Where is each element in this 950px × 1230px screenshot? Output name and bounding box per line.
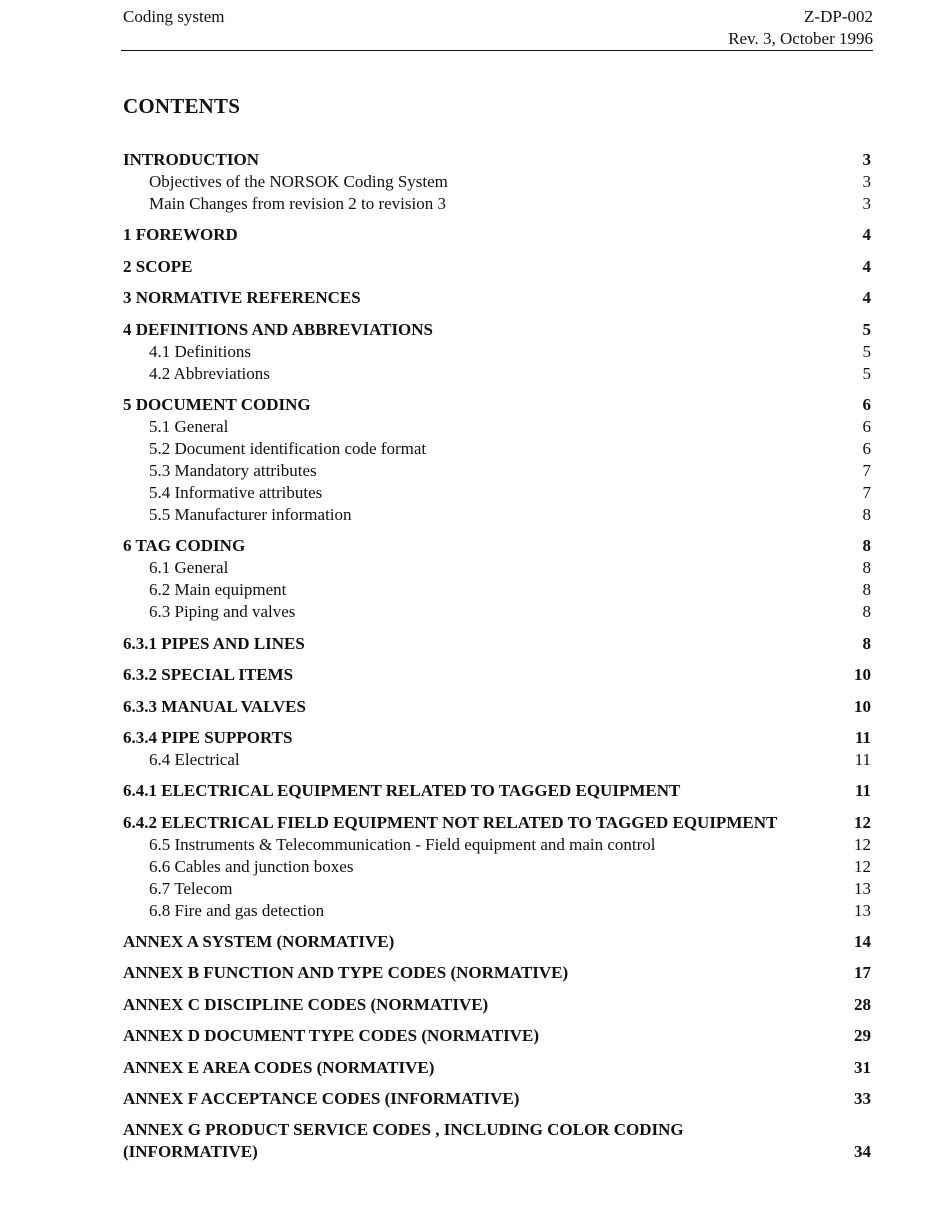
toc-entry[interactable] — [123, 856, 871, 878]
toc-entry-page: 34 — [854, 1142, 871, 1162]
toc-entry-page: 4 — [862, 256, 871, 276]
header-doc-info — [123, 6, 873, 50]
toc-entry-title: ANNEX A SYSTEM (NORMATIVE) — [123, 932, 395, 952]
toc-entry-title: 5.3 Mandatory attributes — [149, 460, 317, 480]
toc-entry-title: 4.2 Abbreviations — [149, 363, 270, 383]
toc-entry-page: 8 — [862, 536, 871, 556]
toc-entry[interactable] — [123, 579, 871, 601]
toc-entry[interactable] — [123, 482, 871, 504]
toc-entry-title: 6.3.4 PIPE SUPPORTS — [123, 727, 293, 747]
toc-entry-title: 6.3.1 PIPES AND LINES — [123, 633, 305, 653]
toc-entry-title: Objectives of the NORSOK Coding System — [149, 172, 448, 191]
toc-entry-page: 12 — [854, 856, 871, 876]
toc-entry-page: 3 — [862, 194, 871, 213]
toc-entry-page: 12 — [854, 812, 871, 832]
toc-entry-page: 10 — [854, 696, 871, 716]
toc-entry-page: 14 — [854, 932, 871, 952]
toc-entry-page: 29 — [854, 1026, 871, 1046]
toc-entry-page: 3 — [862, 172, 871, 191]
toc-entry[interactable] — [123, 224, 871, 246]
toc-entry-page: 17 — [854, 963, 871, 983]
toc-entry[interactable] — [123, 363, 871, 385]
toc-entry-page: 11 — [854, 781, 871, 801]
toc-entry[interactable] — [123, 394, 871, 416]
toc-entry-title: ANNEX G PRODUCT SERVICE CODES , INCLUDING COLOR CODING (INFORMATIVE) — [123, 1120, 684, 1162]
toc-entry-page: 13 — [854, 900, 871, 920]
toc-entry-title: 2 SCOPE — [123, 256, 193, 276]
toc-entry[interactable] — [123, 256, 871, 278]
toc-entry-title: ANNEX C DISCIPLINE CODES (NORMATIVE) — [123, 994, 489, 1014]
toc-entry[interactable] — [123, 535, 871, 557]
toc-entry-title: ANNEX F ACCEPTANCE CODES (INFORMATIVE) — [123, 1089, 520, 1109]
toc-entry-title: 5.1 General — [149, 416, 229, 436]
toc-entry[interactable] — [123, 193, 871, 215]
toc-entry-title: 5 DOCUMENT CODING — [123, 394, 311, 414]
toc-entry-page: 6 — [862, 394, 871, 414]
toc-entry-page: 7 — [862, 482, 871, 502]
toc-entry[interactable] — [123, 1025, 871, 1047]
toc-entry[interactable] — [123, 664, 871, 686]
toc-entry[interactable] — [123, 171, 871, 193]
toc-entry-page: 13 — [854, 878, 871, 898]
toc-entry[interactable] — [123, 149, 871, 171]
toc-entry[interactable] — [123, 749, 871, 771]
toc-entry-title: ANNEX B FUNCTION AND TYPE CODES (NORMATIVE) — [123, 963, 569, 983]
toc-entry-page: 8 — [862, 504, 871, 524]
toc-entry-title: 6.6 Cables and junction boxes — [149, 856, 354, 876]
toc-entry[interactable] — [123, 696, 871, 718]
toc-entry-title: Main Changes from revision 2 to revision 3 — [149, 194, 446, 213]
toc-entry-page: 4 — [862, 288, 871, 308]
toc-entry-title: 4 DEFINITIONS AND ABBREVIATIONS — [123, 319, 434, 339]
table-of-contents — [123, 149, 871, 1163]
toc-entry-title: 1 FOREWORD — [123, 225, 238, 245]
toc-entry-title: 6.3.3 MANUAL VALVES — [123, 696, 306, 716]
toc-entry[interactable] — [123, 601, 871, 623]
toc-entry-page: 11 — [854, 749, 871, 769]
toc-entry-title: ANNEX D DOCUMENT TYPE CODES (NORMATIVE) — [123, 1026, 540, 1046]
toc-entry-page: 31 — [854, 1057, 871, 1077]
toc-entry[interactable] — [123, 878, 871, 900]
toc-entry-page: 12 — [854, 834, 871, 854]
toc-entry-title: ANNEX E AREA CODES (NORMATIVE) — [123, 1057, 435, 1077]
header-revision: Rev. 3, October 1996 — [728, 29, 873, 48]
toc-entry-page: 5 — [862, 319, 871, 339]
toc-entry-title: 6 TAG CODING — [123, 536, 246, 556]
toc-entry-title: 6.1 General — [149, 558, 229, 578]
toc-entry[interactable] — [123, 1119, 871, 1163]
toc-entry-title: 5.5 Manufacturer information — [149, 504, 352, 524]
toc-entry[interactable] — [123, 834, 871, 856]
toc-entry-page: 8 — [862, 602, 871, 622]
header-doc-id: Z-DP-002 — [804, 7, 873, 26]
toc-entry[interactable] — [123, 416, 871, 438]
header-title: Coding system — [123, 7, 225, 26]
toc-entry-page: 5 — [862, 363, 871, 383]
toc-entry-page: 7 — [862, 460, 871, 480]
toc-entry[interactable] — [123, 780, 871, 802]
toc-entry-page: 6 — [862, 438, 871, 458]
toc-entry-title: 6.8 Fire and gas detection — [149, 900, 325, 920]
toc-entry-title: 4.1 Definitions — [149, 341, 251, 361]
toc-entry[interactable] — [123, 438, 871, 460]
toc-entry-page: 8 — [862, 558, 871, 578]
toc-entry-title: 6.7 Telecom — [149, 878, 233, 898]
toc-entry-page: 10 — [854, 665, 871, 685]
toc-entry[interactable] — [123, 931, 871, 953]
toc-entry[interactable] — [123, 557, 871, 579]
toc-entry-page: 3 — [862, 150, 871, 169]
toc-entry-page: 5 — [862, 341, 871, 361]
toc-entry[interactable] — [123, 900, 871, 922]
toc-entry-title: 6.2 Main equipment — [149, 580, 287, 600]
toc-entry-title: 6.5 Instruments & Telecommunication - Field equipment and main control — [149, 834, 656, 854]
toc-entry-page: 8 — [862, 580, 871, 600]
toc-entry-page: 4 — [862, 225, 871, 245]
toc-entry-page: 11 — [854, 727, 871, 747]
toc-entry-title: 6.4.1 ELECTRICAL EQUIPMENT RELATED TO TAGGED EQUIPMENT — [123, 781, 681, 801]
toc-entry-page: 6 — [862, 416, 871, 436]
toc-entry-page: 33 — [854, 1089, 871, 1109]
toc-entry[interactable] — [123, 319, 871, 341]
toc-entry[interactable] — [123, 812, 871, 834]
toc-entry[interactable] — [123, 994, 871, 1016]
contents-heading: CONTENTS — [123, 94, 241, 118]
toc-entry-title: 6.3.2 SPECIAL ITEMS — [123, 665, 294, 685]
toc-entry[interactable] — [123, 1088, 871, 1110]
toc-entry[interactable] — [123, 962, 871, 984]
toc-entry-title: 3 NORMATIVE REFERENCES — [123, 288, 361, 308]
toc-entry-page: 8 — [862, 633, 871, 653]
toc-entry[interactable] — [123, 1057, 871, 1079]
toc-entry-title: 6.4 Electrical — [149, 749, 240, 769]
toc-entry[interactable] — [123, 504, 871, 526]
toc-entry-title: 5.4 Informative attributes — [149, 482, 323, 502]
toc-entry-title: INTRODUCTION — [123, 150, 260, 169]
toc-entry-page: 28 — [854, 994, 871, 1014]
toc-entry-title: 6.3 Piping and valves — [149, 602, 296, 622]
toc-entry[interactable] — [123, 633, 871, 655]
header-divider — [121, 50, 873, 51]
toc-entry[interactable] — [123, 460, 871, 482]
toc-entry[interactable] — [123, 727, 871, 749]
toc-entry[interactable] — [123, 287, 871, 309]
toc-entry-title: 6.4.2 ELECTRICAL FIELD EQUIPMENT NOT RELATED TO TAGGED EQUIPMENT — [123, 812, 778, 832]
toc-entry[interactable] — [123, 341, 871, 363]
toc-entry-title: 5.2 Document identification code format — [149, 438, 427, 458]
